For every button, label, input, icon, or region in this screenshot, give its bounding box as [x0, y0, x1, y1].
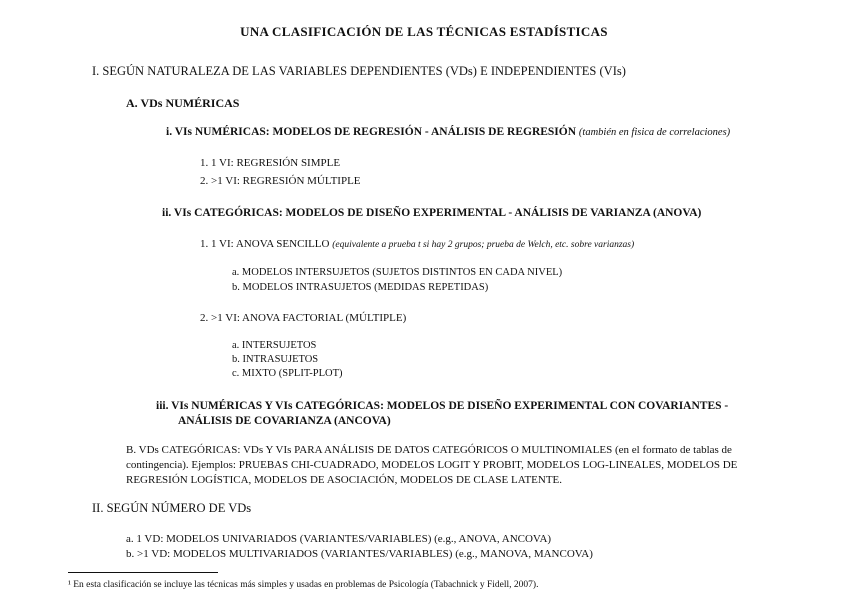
subsection-i-heading	[166, 126, 730, 138]
list-item: a. MODELOS INTERSUJETOS (SUJETOS DISTINTOS EN CADA NIVEL)	[232, 267, 563, 278]
list-item: b. INTRASUJETOS	[232, 354, 319, 365]
section-2-heading: II. SEGÚN NÚMERO DE VDs	[92, 501, 252, 515]
subsection-iii-line1: iii. VIs NUMÉRICAS Y VIs CATEGÓRICAS: MODELOS DE DISEÑO EXPERIMENTAL CON COVARIANTES -	[156, 400, 729, 412]
section-1-heading: I. SEGÚN NATURALEZA DE LAS VARIABLES DEPENDIENTES (VDs) E INDEPENDIENTES (VIs)	[92, 64, 626, 78]
list-item: c. MIXTO (SPLIT-PLOT)	[232, 368, 343, 379]
list-item: 2. >1 VI: REGRESIÓN MÚLTIPLE	[200, 175, 361, 187]
list-item: a. 1 VD: MODELOS UNIVARIADOS (VARIANTES/VARIABLES) (e.g., ANOVA, ANCOVA)	[126, 533, 552, 545]
list-item: b. >1 VD: MODELOS MULTIVARIADOS (VARIANTES/VARIABLES) (e.g., MANOVA, MANCOVA)	[126, 548, 593, 560]
anova-simple-heading	[200, 238, 634, 250]
list-item: b. MODELOS INTRASUJETOS (MEDIDAS REPETIDAS)	[232, 282, 489, 293]
anova-simple-title: 1. 1 VI: ANOVA SENCILLO	[200, 238, 330, 250]
list-item: 1. 1 VI: REGRESIÓN SIMPLE	[200, 157, 341, 169]
subsection-ii-heading: ii. VIs CATEGÓRICAS: MODELOS DE DISEÑO EXPERIMENTAL - ANÁLISIS DE VARIANZA (ANOVA)	[162, 207, 702, 219]
anova-factorial-heading: 2. >1 VI: ANOVA FACTORIAL (MÚLTIPLE)	[200, 312, 407, 324]
document-title: UNA CLASIFICACIÓN DE LAS TÉCNICAS ESTADÍSTICAS	[240, 24, 608, 39]
anova-simple-note: (equivalente a prueba t si hay 2 grupos; prueba de Welch, etc. sobre varianzas)	[332, 240, 635, 250]
subsection-iii-line2: ANÁLISIS DE COVARIANZA (ANCOVA)	[178, 415, 391, 427]
subsection-i-title: i. VIs NUMÉRICAS: MODELOS DE REGRESIÓN - ANÁLISIS DE REGRESIÓN	[166, 126, 577, 138]
subsection-i-note: (también en fisica de correlaciones)	[578, 127, 731, 138]
subsection-a-heading: A. VDs NUMÉRICAS	[126, 96, 240, 110]
subsection-b-paragraph: B. VDs CATEGÓRICAS: VDs Y VIs PARA ANÁLISIS DE DATOS CATEGÓRICOS O MULTINOMIALES (en el formato de tablas de contingencia). Ejemplos: PRUEBAS CHI-CUADRADO, MODELOS LOGIT Y PROBIT, MODELOS LOG-LINEALES, MODELOS DE REGRESIÓN LOGÍSTICA, MODELOS DE ASOCIACIÓN, MODELOS DE CLASE LATENTE.	[126, 444, 738, 486]
footnote-divider	[68, 572, 218, 573]
list-item: a. INTERSUJETOS	[232, 340, 317, 351]
footnote: ¹ En esta clasificación se incluye las técnicas más simples y usadas en problemas de Psicología (Tabachnick y Fidell, 2007).	[68, 580, 539, 590]
